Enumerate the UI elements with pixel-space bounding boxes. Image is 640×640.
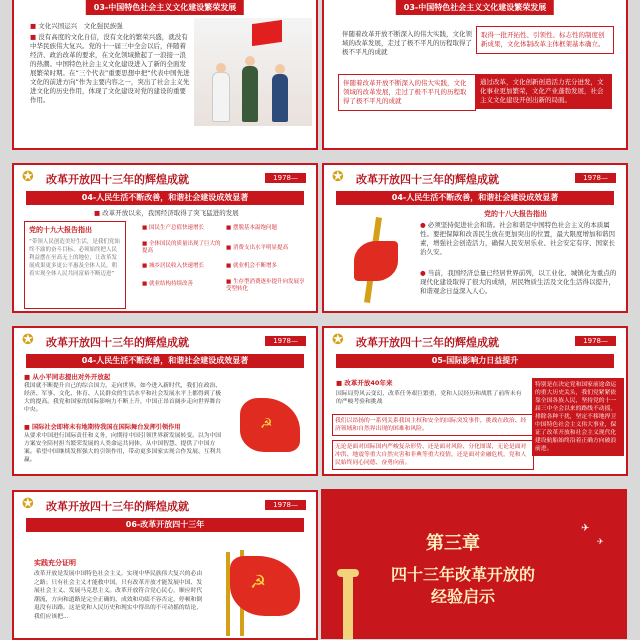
year-badge: 1978— bbox=[575, 173, 616, 183]
soldier-figure bbox=[272, 74, 288, 122]
paragraph-1: 改革开放是发展中国特色社会主义，实现中华民族伟大复兴的必由之路；只有社会主义才能救中国，只有改革开放才能发展中国、发展社会主义、发展马克思主义。改革开放符合党心民心，顺应时代潮流，方向和道路是完全正确的，成效和功绩不容否定，停顿和倒退没有出路。这是党和人民历史和现实中得出的不可动摇的结论，我们应该把... bbox=[34, 571, 203, 620]
slide-2[interactable] bbox=[322, 0, 628, 150]
subtitle-bar: 05-国际影响力日益提升 bbox=[336, 354, 614, 368]
slide-title: 改革开放四十三年的辉煌成就 bbox=[356, 173, 499, 186]
report-heading: 党的十八大报告指出 bbox=[484, 210, 547, 218]
slide-7[interactable] bbox=[12, 490, 318, 640]
slide-title: 改革开放四十三年的辉煌成就 bbox=[46, 173, 189, 186]
slide-8-chapter[interactable] bbox=[321, 489, 627, 639]
box-t2: 取得一批开拓性、引领性、标志性的制度创新成果，文化体制改革主体框架基本确立。 bbox=[476, 26, 614, 54]
grid-item: ■ 全体国民的质量出现了巨大的提高 bbox=[142, 241, 222, 255]
paragraph-2: 我们以昂扬的一系列关系我国主权和安全的国际突发事件，挑战在政治、经济领域和自然界出现的困难和风险。 bbox=[332, 414, 534, 436]
subtitle-bar: 06-改革开放四十三年 bbox=[26, 518, 304, 532]
chapter-title-line2: 经验启示 bbox=[431, 587, 496, 606]
paragraph-2: 从要求中国进行国际责任和义务，向期待中国引领世界新发展转变。以为中国方案安全陪衬担当繁荣发展的人类命运共同体，从中国智慧、提供了中国方案。希望中国继续发挥强大的引领作用，带动更多国家实现合作发展、互利共赢。 bbox=[24, 433, 222, 463]
lead-text: ■ 改革开放以来，我国经济取得了突飞猛进的发展 bbox=[94, 209, 239, 217]
slide-header bbox=[324, 165, 626, 189]
slide-header bbox=[14, 328, 316, 352]
slide-title: 改革开放四十三年的辉煌成就 bbox=[356, 336, 499, 349]
year-badge: 1978— bbox=[265, 336, 306, 346]
grid-item: ■ 消费支出水平明显提高 bbox=[226, 245, 306, 252]
heading-1: 实践充分证明 bbox=[34, 559, 76, 567]
text-b1: ■ 文化兴国运兴 文化强民族强 bbox=[30, 22, 123, 30]
heading-1: ■ 改革开放40年来 bbox=[336, 379, 393, 387]
hammer-sickle-icon: ☭ bbox=[250, 572, 267, 593]
chapter-label: 第三章 bbox=[426, 533, 480, 554]
year-badge: 1978— bbox=[265, 500, 306, 510]
soldiers-illustration bbox=[194, 18, 312, 126]
slide-header bbox=[324, 328, 626, 352]
slide-title: 改革开放四十三年的辉煌成就 bbox=[46, 336, 189, 349]
chapter-title bbox=[391, 564, 535, 608]
grid-item: ■ 国民生产总值快速增长 bbox=[142, 225, 222, 232]
paragraph-2: ● 当前，我国经济总量已经居世界前列，以工业化、城镇化为重点的现代化建设取得了很大的成绩，居民物质生活及文化生活得以提升，和谐观念日益深入人心。 bbox=[420, 269, 617, 295]
slide-title: 改革开放四十三年的辉煌成就 bbox=[46, 500, 189, 513]
paragraph-1: 国际局势风云变幻，改革任务艰巨繁重，党和人民经历和战胜了前所未有的严峻考验和挑战 bbox=[336, 391, 522, 405]
hammer-sickle-icon: ☭ bbox=[260, 416, 273, 432]
text-b2: ■ 没有高度的文化自信，没有文化的繁荣兴盛，就没有中华民族伟大复兴。党的十一届三中全会以后，伴随着经济、政治改革的要求，在文化领域掀起了一浪接一浪的热潮。中国特色社会主义文化建设进入了新的全面发展繁荣时期。在“三个代表”重要思想中把“代表中国先进文化的前进方向”作为主要内容之一，突出了社会主义先进文化的历史作用，体现了文化建设对党的建设的重要作用。 bbox=[30, 33, 190, 104]
year-badge: 1978— bbox=[575, 336, 616, 346]
slide-6[interactable] bbox=[322, 326, 628, 476]
grid-item: ■ 就业机会不断增多 bbox=[226, 263, 306, 270]
subtitle-bar: 04-人民生活不断改善，和谐社会建设成效显著 bbox=[336, 191, 614, 205]
heading-2: ■ 国际社会即将未有地期待我国在国际舞台发挥引领作用 bbox=[24, 424, 181, 431]
subtitle-bar: 04-人民生活不断改善，和谐社会建设成效显著 bbox=[26, 354, 304, 368]
flag-icon bbox=[252, 20, 282, 46]
slide-3[interactable] bbox=[12, 163, 318, 313]
trumpet-illustration bbox=[334, 211, 414, 307]
heading-1: ■ 从小平同志提出对外开放起 bbox=[24, 373, 111, 381]
chapter-title-line1: 四十三年改革开放的 bbox=[391, 565, 536, 584]
slide-5[interactable] bbox=[12, 326, 318, 476]
pillar-illustration bbox=[333, 569, 363, 639]
flag-illustration bbox=[210, 546, 310, 636]
quote-box bbox=[24, 221, 126, 309]
slide-4[interactable] bbox=[322, 163, 628, 313]
grid-item: ■ 就业结构持续改善 bbox=[142, 281, 222, 288]
bird-icon: ✈ bbox=[597, 537, 604, 546]
grid-item: ■ 生存型消费逐步提升向发展享受型转化 bbox=[226, 279, 306, 293]
year-badge: 1978— bbox=[265, 173, 306, 183]
paragraph-3: 无论是面对国际国内严峻复杂形势、还是面对风险、分化图谋，无论是面对冲洪、地震等重大自然灾害和非典等重大疫情，还是面对金融危机，党和人民始终同心同德、奋勇向前。 bbox=[332, 440, 534, 470]
party-flag-icon: ✪ bbox=[22, 496, 34, 512]
slide-header bbox=[14, 165, 316, 189]
right-box: 特别是在决定党和国家前途命运的重大历史关头，我们党紧紧依靠全国各族人民，坚持党的十一届三中全会以来的路线不动摇，排除各种干扰，坚定不移地捍卫中国特色社会主义伟大事业，保证了改革开放和社会主义现代化建设航船始终沿着正确方向破浪前进。 bbox=[532, 378, 624, 456]
grid-item: ■ 摆脱基本温饱问题 bbox=[226, 225, 306, 232]
party-flag-icon: ✪ bbox=[22, 332, 34, 348]
grid-item: ■ 城乡居民收入快速增长 bbox=[142, 263, 222, 270]
party-flag-icon: ✪ bbox=[332, 169, 344, 185]
bird-icon: ✈ bbox=[581, 523, 590, 534]
slide-1[interactable] bbox=[12, 0, 318, 150]
soldier-figure bbox=[212, 72, 230, 122]
box-t4: 通过改革，文化创新创造活力充分迸发，文化事业更加繁荣，文化产业蓬勃发展，社会主义文化建设开创出新的局面。 bbox=[476, 74, 612, 109]
soldier-figure bbox=[242, 66, 258, 122]
subtitle-bar: 04-人民生活不断改善，和谐社会建设成效显著 bbox=[26, 191, 304, 205]
text-t1: 伴随着改革开放不断深入的伟大实践，文化领域的改革发展，走过了极不平凡的历程取得了极不平凡的成就 bbox=[342, 30, 472, 56]
party-flag-icon: ✪ bbox=[332, 332, 344, 348]
party-flag-icon: ✪ bbox=[22, 169, 34, 185]
paragraph-1: ● 必须坚持促进社会和谐。社会和谐是中国特色社会主义的本质属性。要把保障和改善民生放在更加突出的位置，最大限度增加和谐因素，增强社会创造活力，确保人民安居乐业、社会安定有序、国家长治久安。 bbox=[420, 221, 615, 256]
box-t3: 伴随着改革开放不断深入的伟大实践，文化领域的改革发展，走过了极不平凡的历程取得了极不平凡的成就 bbox=[338, 74, 476, 111]
slide-header bbox=[14, 492, 316, 516]
quote-box-text: “带领人民创造美好生活，是我们党始终不渝的奋斗目标。必须始终把人民利益摆在至高无上的地位，让改革发展成果更多更公平惠及全体人民，朝着实现全体人民共同富裕不断迈进” bbox=[29, 239, 120, 277]
slide-tag: 03-中国特色社会主义文化建设繁荣发展 bbox=[86, 0, 244, 15]
quote-box-title: 党的十九大报告指出 bbox=[29, 226, 92, 234]
flag-illustration bbox=[230, 388, 310, 468]
slide-tag: 03-中国特色社会主义文化建设繁荣发展 bbox=[396, 0, 554, 15]
paragraph-1: 我国就不断提升自己的综合国力，走向世界。如今进入新时代，我们在政治、经济、军事、文化、体育、人民群众的生活水平和社会发展水平上都得到了极大的提高。我党和国家的国际影响力不断上升，中国正昂首阔步走向世界舞台中央。 bbox=[24, 383, 222, 413]
